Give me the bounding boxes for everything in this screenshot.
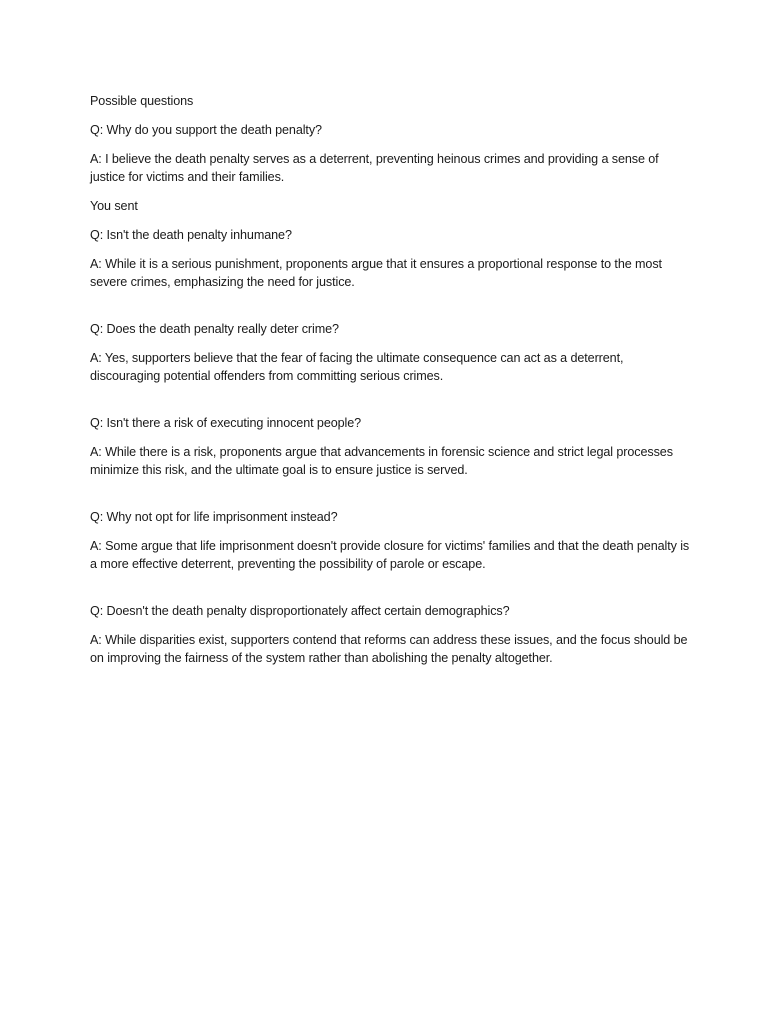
answer-5: A: Some argue that life imprisonment doesn't provide closure for victims' families and that the death penalty is a more effective deterrent, preventing the possibility of parole or escape. bbox=[90, 539, 690, 571]
answer-6: A: While disparities exist, supporters contend that reforms can address these issues, and the focus should be on improving the fairness of the system rather than abolishing the penalty altogether. bbox=[90, 633, 688, 665]
you-sent-note: You sent bbox=[90, 199, 138, 213]
question-6: Q: Doesn't the death penalty disproportionately affect certain demographics? bbox=[90, 604, 510, 618]
blank-line bbox=[90, 490, 690, 508]
answer-4: A: While there is a risk, proponents argue that advancements in forensic science and strict legal processes minimize this risk, and the ultimate goal is to ensure justice is served. bbox=[90, 445, 673, 477]
blank-line bbox=[90, 302, 690, 320]
document-heading: Possible questions bbox=[90, 94, 194, 108]
blank-line bbox=[90, 584, 690, 602]
blank-line bbox=[90, 396, 690, 414]
question-3: Q: Does the death penalty really deter crime? bbox=[90, 322, 339, 336]
answer-2: A: While it is a serious punishment, proponents argue that it ensures a proportional response to the most severe crimes, emphasizing the need for justice. bbox=[90, 257, 662, 289]
question-4: Q: Isn't there a risk of executing innocent people? bbox=[90, 416, 362, 430]
question-5: Q: Why not opt for life imprisonment instead? bbox=[90, 510, 338, 524]
answer-1: A: I believe the death penalty serves as a deterrent, preventing heinous crimes and providing a sense of justice for victims and their families. bbox=[90, 152, 659, 184]
question-2: Q: Isn't the death penalty inhumane? bbox=[90, 228, 292, 242]
answer-3: A: Yes, supporters believe that the fear of facing the ultimate consequence can act as a deterrent, discouraging potential offenders from committing serious crimes. bbox=[90, 351, 624, 383]
document-page bbox=[90, 92, 690, 678]
question-1: Q: Why do you support the death penalty? bbox=[90, 123, 322, 137]
